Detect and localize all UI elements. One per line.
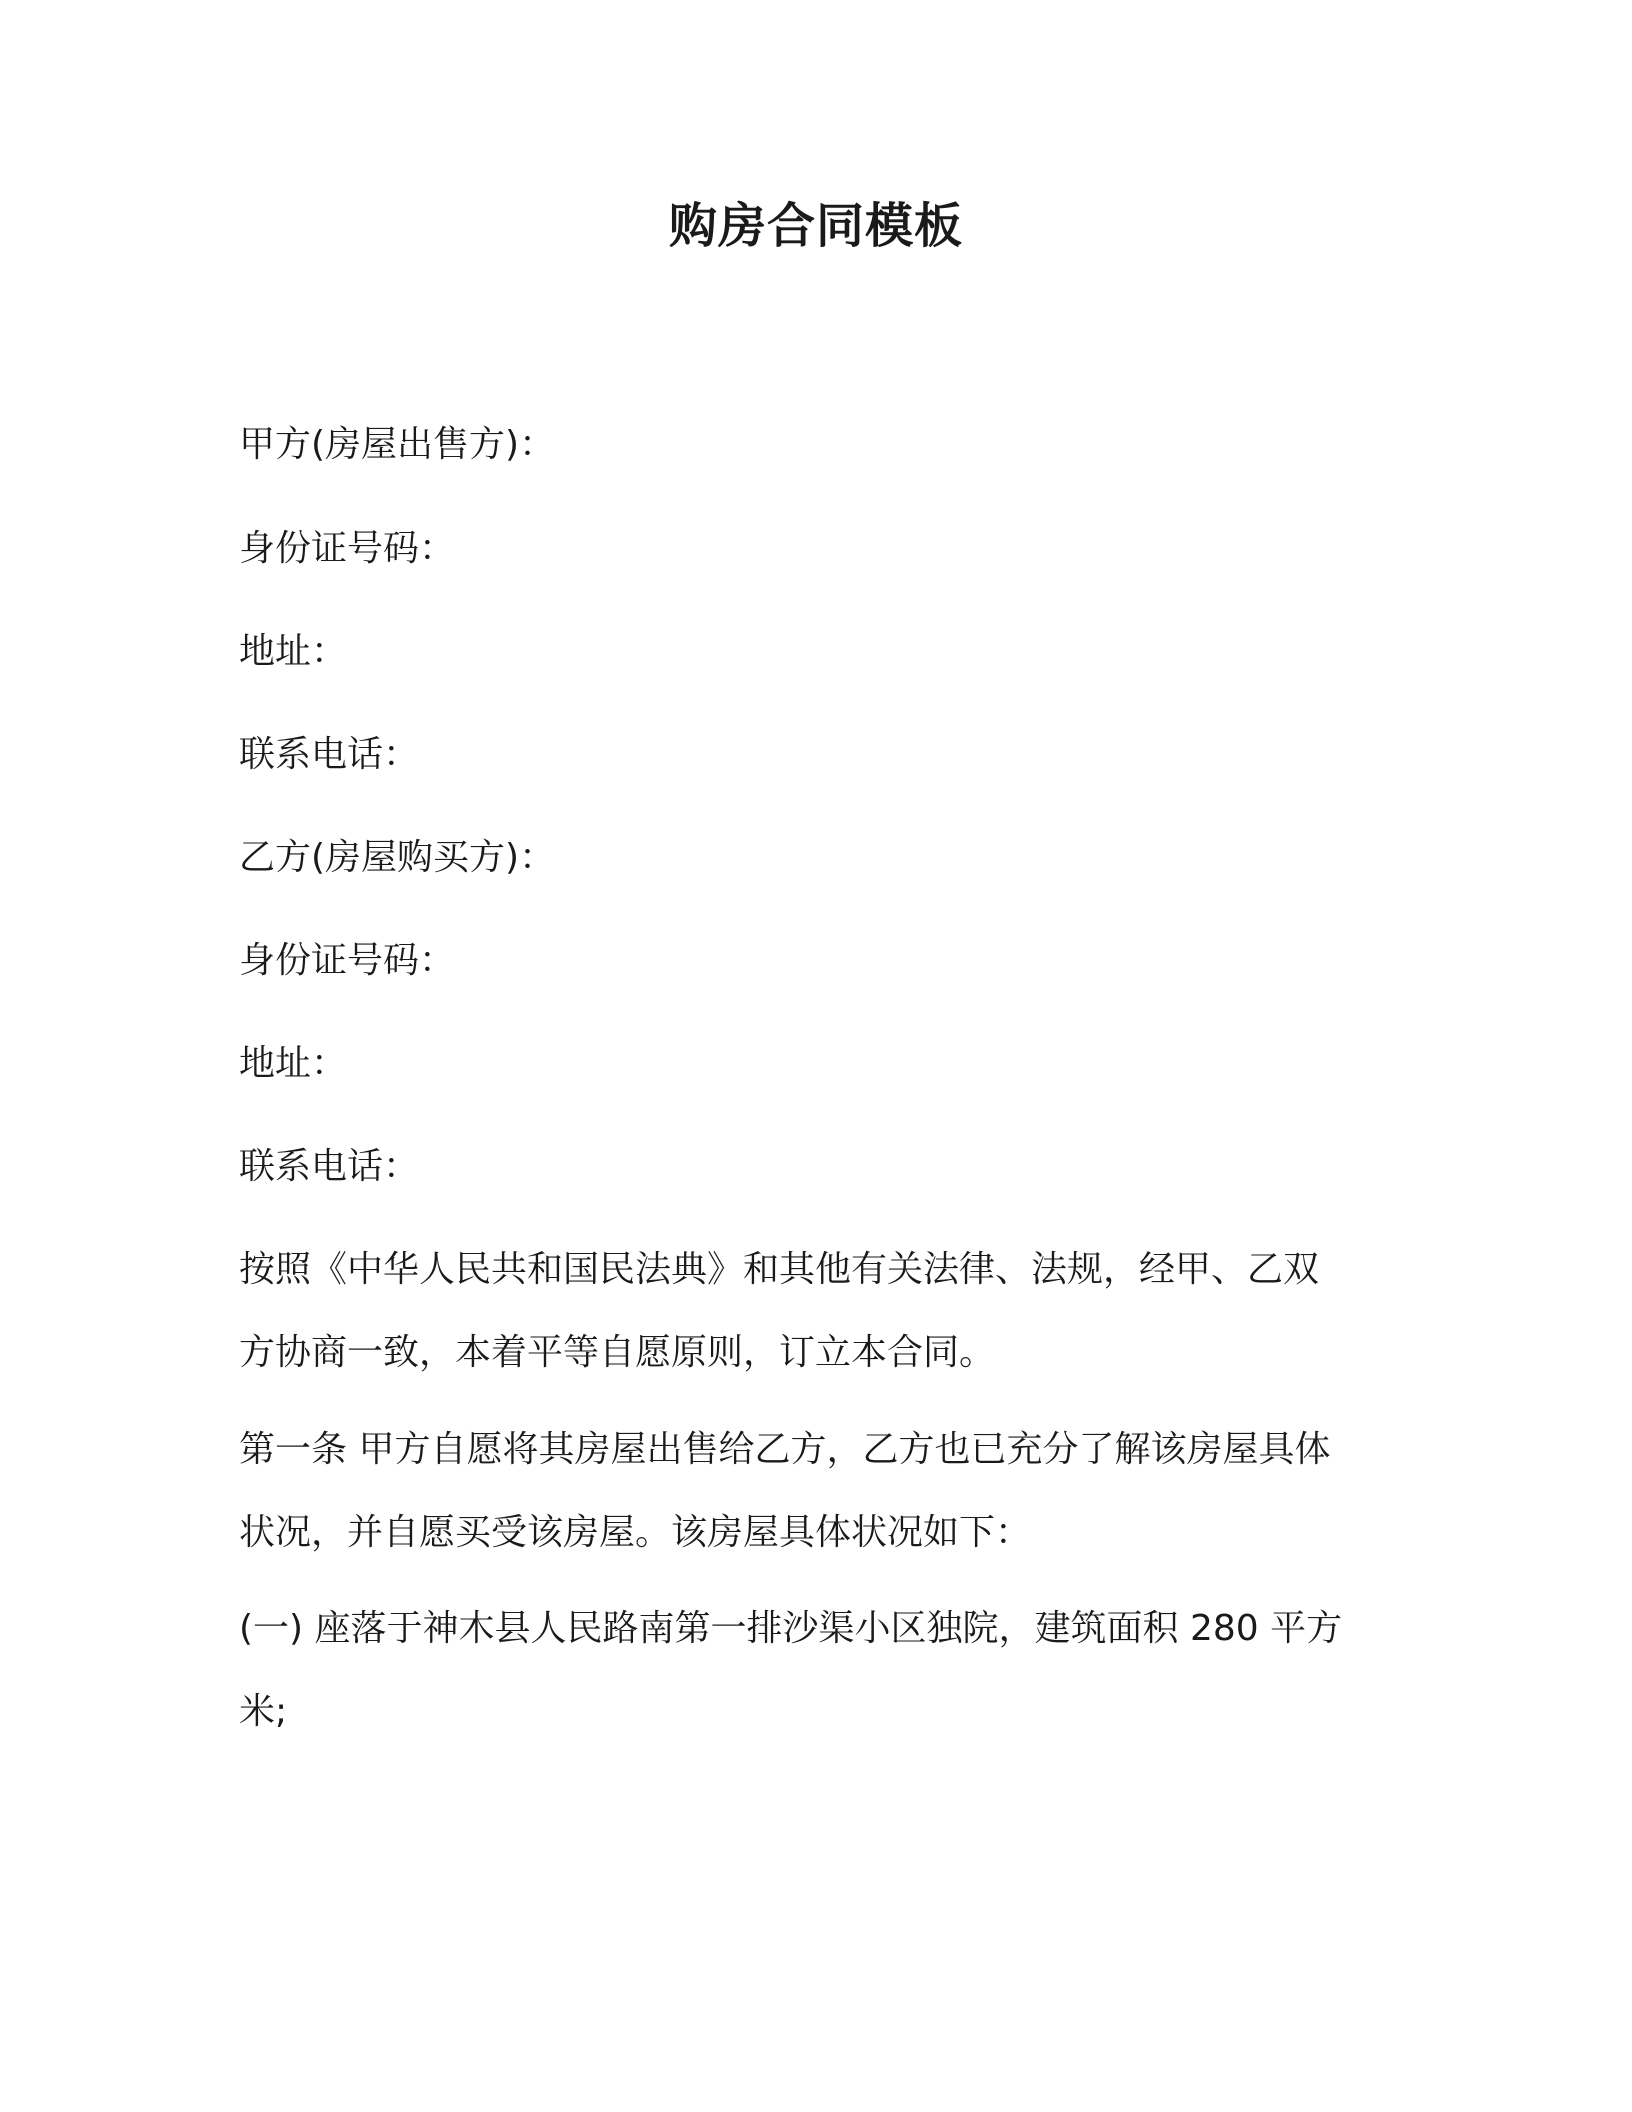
party-a-label: 甲方(房屋出售方)：	[239, 424, 556, 465]
document-title: 购房合同模板	[668, 198, 963, 254]
item-1-paragraph	[239, 1587, 1369, 1753]
article-1-paragraph	[239, 1408, 1369, 1574]
party-b-label: 乙方(房屋购买方)：	[239, 837, 556, 878]
party-b-phone: 联系电话：	[239, 1146, 420, 1187]
article-1-line-1: 第一条 甲方自愿将其房屋出售给乙方，乙方也已充分了解该房屋具体	[239, 1429, 1331, 1470]
intro-line-1: 按照《中华人民共和国民法典》和其他有关法律、法规，经甲、乙双	[239, 1249, 1320, 1290]
party-a-id-number: 身份证号码：	[239, 528, 456, 569]
party-a-address: 地址：	[239, 631, 348, 672]
item-1-line-1: (一) 座落于神木县人民路南第一排沙渠小区独院，建筑面积 280 平方	[239, 1608, 1343, 1649]
item-1-line-2: 米;	[239, 1691, 288, 1732]
party-b-id-number: 身份证号码：	[239, 940, 456, 981]
article-1-line-2: 状况，并自愿买受该房屋。该房屋具体状况如下：	[239, 1512, 1032, 1553]
party-a-phone: 联系电话：	[239, 734, 420, 775]
intro-line-2: 方协商一致，本着平等自愿原则，订立本合同。	[239, 1332, 996, 1373]
intro-paragraph	[239, 1228, 1369, 1394]
party-b-address: 地址：	[239, 1043, 348, 1084]
